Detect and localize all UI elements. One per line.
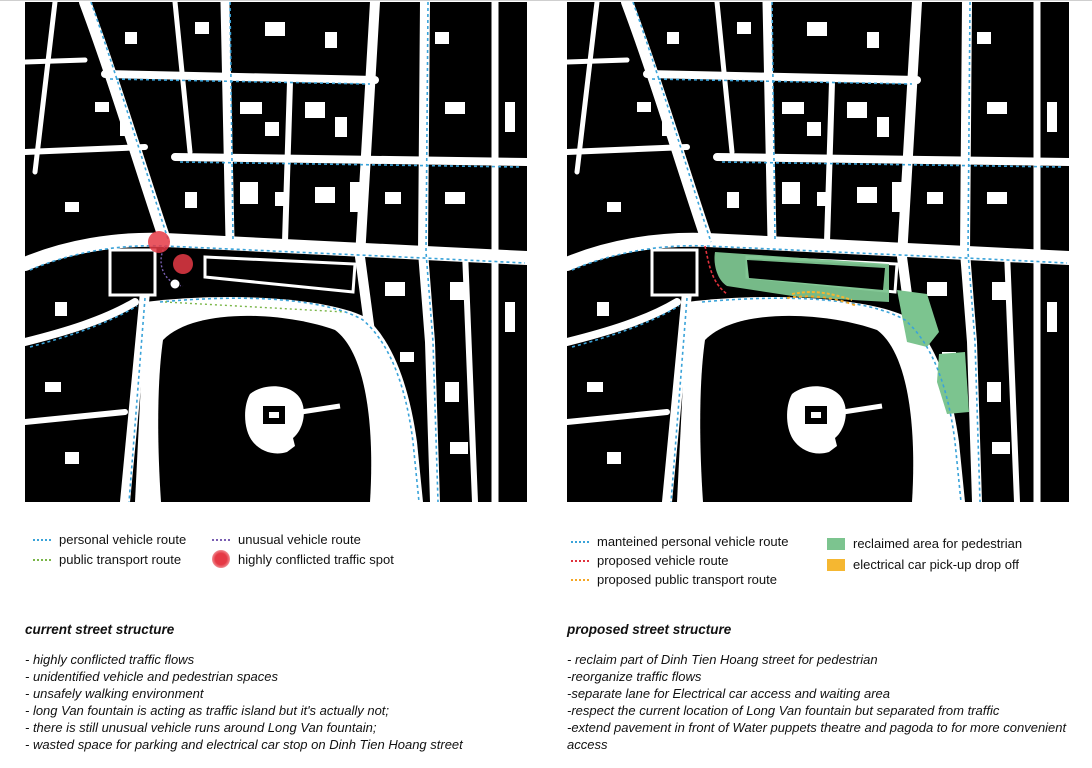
legend-item-unusual-vehicle: [212, 532, 361, 547]
legend-label: proposed vehicle route: [597, 553, 729, 568]
current-structure-title: current street structure: [25, 622, 175, 637]
legend-item-proposed-public-transport: [571, 572, 777, 587]
legend-proposed: [567, 532, 1067, 592]
legend-item-electric-car-stop: [827, 557, 1019, 572]
legend-label: reclaimed area for pedestrian: [853, 536, 1023, 551]
legend-item-conflict-spot: [212, 550, 394, 568]
maintained-vehicle-swatch: [571, 541, 589, 543]
proposed-structure-map: [567, 2, 1069, 502]
proposed-map-drawing: [567, 2, 1069, 502]
proposed-note: -reorganize traffic flows: [567, 669, 702, 684]
legend-item-maintained-vehicle: [571, 534, 789, 549]
reclaimed-area-swatch: [827, 538, 845, 550]
current-map-drawing: [25, 2, 527, 502]
current-structure-notes: [25, 621, 545, 753]
long-van-fountain: [170, 279, 180, 289]
legend-label: public transport route: [59, 552, 182, 567]
current-note: - unsafely walking environment: [25, 686, 204, 701]
proposed-note: -separate lane for Electrical car access and waiting area: [567, 686, 890, 701]
proposed-note: -respect the current location of Long Van fountain but separated from traffic: [567, 703, 1000, 718]
proposed-public-transport-swatch: [571, 579, 589, 581]
current-note: - there is still unusual vehicle runs around Long Van fountain;: [25, 720, 377, 735]
legend-current: [25, 532, 495, 578]
current-note: - wasted space for parking and electrical car stop on Dinh Tien Hoang street: [25, 737, 463, 752]
legend-item-proposed-vehicle: [571, 553, 729, 568]
electric-car-stop-swatch: [827, 559, 845, 571]
legend-label: electrical car pick-up drop off: [853, 557, 1019, 572]
proposed-note: - reclaim part of Dinh Tien Hoang street for pedestrian: [567, 652, 878, 667]
proposed-note: -extend pavement in front of Water puppets theatre and pagoda to for more convenient access: [567, 720, 1067, 752]
current-note: - unidentified vehicle and pedestrian spaces: [25, 669, 278, 684]
current-structure-map: [25, 2, 527, 502]
legend-label: highly conflicted traffic spot: [238, 551, 394, 567]
proposed-vehicle-swatch: [571, 560, 589, 562]
legend-label: proposed public transport route: [597, 572, 777, 587]
public-transport-swatch: [33, 559, 51, 561]
current-note: - highly conflicted traffic flows: [25, 652, 195, 667]
current-note: - long Van fountain is acting as traffic island but it's actually not;: [25, 703, 390, 718]
unusual-vehicle-swatch: [212, 539, 230, 541]
legend-item-public-transport: [33, 552, 181, 567]
conflict-spot-swatch: [212, 550, 230, 568]
legend-label: personal vehicle route: [59, 532, 187, 547]
personal-vehicle-swatch: [33, 539, 51, 541]
legend-item-personal-vehicle: [33, 532, 186, 547]
legend-label: manteined personal vehicle route: [597, 534, 789, 549]
legend-item-reclaimed-area: [827, 536, 1022, 551]
proposed-structure-title: proposed street structure: [567, 622, 732, 637]
conflict-spot-1: [148, 231, 170, 253]
conflict-spot-2: [173, 254, 193, 274]
proposed-structure-notes: [567, 621, 1072, 753]
legend-label: unusual vehicle route: [238, 532, 361, 547]
top-divider: [0, 0, 1092, 1]
